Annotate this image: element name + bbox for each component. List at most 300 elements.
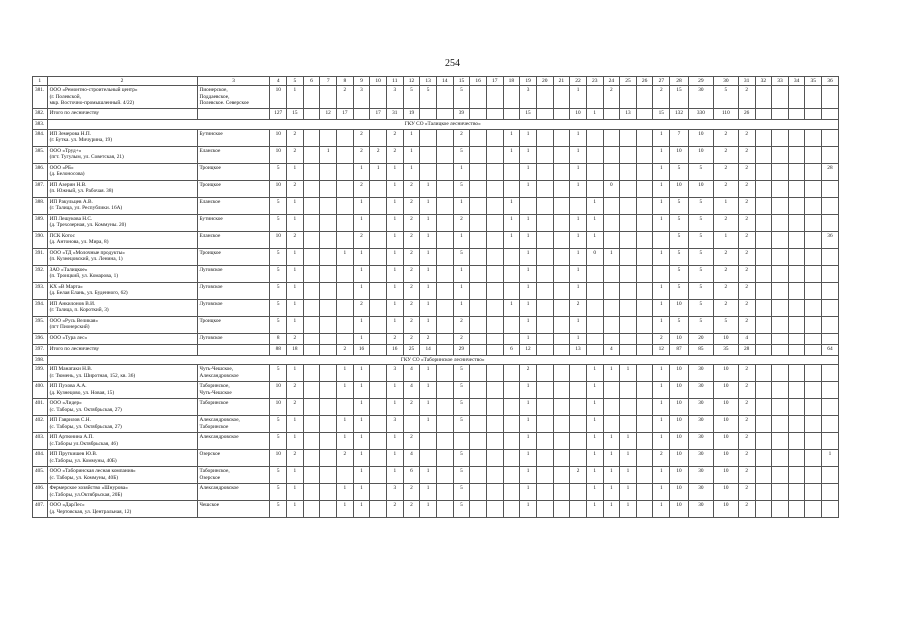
value-cell [553, 231, 570, 248]
value-cell: 5 [453, 501, 470, 518]
value-cell: 1 [603, 248, 620, 265]
name-line: ООО «ДарЛес» [49, 502, 85, 509]
row-number: 384. [33, 129, 48, 146]
value-cell [486, 365, 503, 382]
name-line: ИП Пруткишев Ю.В. [49, 451, 98, 458]
value-cell [603, 197, 620, 214]
value-cell [570, 365, 587, 382]
section-title: ГКУ СО «Таборинское лесничество» [47, 355, 838, 364]
row-number: 385. [33, 146, 48, 163]
header-cell: 16 [470, 77, 487, 86]
value-cell [772, 129, 789, 146]
name-line: ООО «ТД «Молочные продукты» [49, 249, 125, 256]
value-cell [755, 501, 772, 518]
name-line: ИП Лешукова Н.С. [49, 215, 93, 222]
value-cell [772, 333, 789, 344]
value-cell [772, 265, 789, 282]
value-cell [788, 333, 805, 344]
value-cell [805, 399, 822, 416]
header-cell: 20 [536, 77, 553, 86]
value-cell: 2 [386, 129, 403, 146]
value-cell [470, 299, 487, 316]
value-cell [822, 109, 839, 120]
value-cell [320, 299, 337, 316]
value-cell [470, 265, 487, 282]
value-cell: 1 [287, 467, 304, 484]
value-cell [636, 231, 653, 248]
value-cell: 2 [353, 129, 370, 146]
value-cell [337, 214, 354, 231]
table-row [33, 399, 839, 416]
value-cell [755, 416, 772, 433]
value-cell: 1 [420, 214, 437, 231]
value-cell [536, 484, 553, 501]
value-cell: 2 [353, 146, 370, 163]
district-line: Бутинское [199, 215, 223, 222]
value-cell: 2 [403, 433, 420, 450]
header-cell: 33 [772, 77, 789, 86]
value-cell: 10 [713, 450, 738, 467]
value-cell [370, 180, 387, 197]
value-cell [536, 316, 553, 333]
header-cell: 10 [370, 77, 387, 86]
value-cell: 1 [337, 416, 354, 433]
organization-name [47, 248, 197, 265]
name-line: (с. Таборы, ул. Октябрьская, 27) [49, 423, 122, 430]
value-cell: 1 [603, 484, 620, 501]
value-cell: 30 [688, 399, 713, 416]
value-cell [586, 129, 603, 146]
value-cell: 5 [420, 86, 437, 109]
value-cell [788, 146, 805, 163]
value-cell [755, 248, 772, 265]
value-cell [303, 146, 320, 163]
table-row [33, 333, 839, 344]
header-cell: 28 [670, 77, 689, 86]
value-cell: 5 [270, 265, 287, 282]
value-cell [636, 484, 653, 501]
value-cell [370, 416, 387, 433]
value-cell: 5 [453, 146, 470, 163]
value-cell [603, 265, 620, 282]
value-cell [755, 484, 772, 501]
value-cell: 1 [420, 382, 437, 399]
value-cell [772, 299, 789, 316]
value-cell [822, 433, 839, 450]
value-cell [420, 129, 437, 146]
table-row [33, 214, 839, 231]
name-line: (п. Южный, ул. Рабочая. 38) [49, 188, 114, 195]
value-cell [755, 86, 772, 109]
value-cell [822, 299, 839, 316]
value-cell [503, 109, 520, 120]
value-cell [486, 109, 503, 120]
value-cell: 1 [520, 450, 537, 467]
value-cell: 1 [570, 282, 587, 299]
value-cell [586, 316, 603, 333]
value-cell: 10 [688, 180, 713, 197]
value-cell: 2 [738, 316, 755, 333]
value-cell: 10 [670, 450, 689, 467]
value-cell [772, 382, 789, 399]
value-cell: 1 [503, 146, 520, 163]
value-cell: 2 [738, 399, 755, 416]
value-cell [805, 265, 822, 282]
name-line: (г. Талица, п. Короткий, 3) [49, 307, 109, 314]
value-cell: 2 [287, 180, 304, 197]
value-cell [503, 416, 520, 433]
value-cell [603, 382, 620, 399]
value-cell: 1 [503, 214, 520, 231]
name-line: ООО «Таборинская лесная компания» [49, 468, 136, 475]
value-cell: 5 [688, 265, 713, 282]
value-cell [586, 344, 603, 355]
forest-district [197, 231, 270, 248]
district-line: Озерское [199, 451, 221, 458]
section-row [33, 120, 839, 129]
value-cell [755, 163, 772, 180]
value-cell: 1 [620, 501, 637, 518]
value-cell [436, 501, 453, 518]
value-cell [470, 109, 487, 120]
value-cell [520, 197, 537, 214]
value-cell [370, 197, 387, 214]
value-cell: 1 [337, 501, 354, 518]
value-cell [536, 467, 553, 484]
value-cell [303, 382, 320, 399]
value-cell [755, 467, 772, 484]
value-cell [620, 265, 637, 282]
value-cell: 1 [420, 416, 437, 433]
value-cell: 1 [653, 467, 670, 484]
value-cell [370, 248, 387, 265]
value-cell: 1 [353, 265, 370, 282]
value-cell: 2 [738, 129, 755, 146]
value-cell [805, 450, 822, 467]
value-cell [436, 265, 453, 282]
value-cell [772, 248, 789, 265]
value-cell: 3 [386, 86, 403, 109]
name-line: (с.Таборы ул.Октябрьская, 46) [49, 440, 118, 447]
value-cell: 10 [670, 299, 689, 316]
value-cell: 5 [688, 214, 713, 231]
value-cell [320, 501, 337, 518]
value-cell: 1 [386, 163, 403, 180]
row-number: 399. [33, 365, 48, 382]
value-cell [436, 382, 453, 399]
value-cell [603, 129, 620, 146]
forest-district [197, 214, 270, 231]
value-cell [553, 416, 570, 433]
table-row [33, 433, 839, 450]
value-cell: 7 [670, 129, 689, 146]
value-cell: 2 [713, 146, 738, 163]
row-number: 404. [33, 450, 48, 467]
value-cell: 1 [453, 299, 470, 316]
value-cell: 1 [620, 450, 637, 467]
organization-name [47, 316, 197, 333]
value-cell: 10 [670, 416, 689, 433]
value-cell [805, 382, 822, 399]
value-cell [420, 146, 437, 163]
value-cell [620, 282, 637, 299]
value-cell [805, 365, 822, 382]
value-cell: 1 [320, 146, 337, 163]
value-cell [337, 265, 354, 282]
value-cell [620, 333, 637, 344]
value-cell [303, 231, 320, 248]
forest-district [197, 129, 270, 146]
value-cell [503, 180, 520, 197]
value-cell: 2 [738, 248, 755, 265]
value-cell: 1 [287, 197, 304, 214]
name-line: ООО «Русь Великая» [49, 317, 99, 324]
organization-name [47, 129, 197, 146]
value-cell: 1 [420, 399, 437, 416]
table-row [33, 450, 839, 467]
value-cell: 2 [337, 344, 354, 355]
value-cell: 30 [688, 382, 713, 399]
value-cell: 1 [520, 146, 537, 163]
value-cell [403, 416, 420, 433]
value-cell: 1 [287, 248, 304, 265]
value-cell [553, 129, 570, 146]
value-cell [470, 501, 487, 518]
value-cell [553, 265, 570, 282]
value-cell [788, 467, 805, 484]
organization-name [47, 501, 197, 518]
value-cell: 6 [403, 467, 420, 484]
row-number: 400. [33, 382, 48, 399]
value-cell: 8 [270, 333, 287, 344]
value-cell [370, 333, 387, 344]
value-cell: 1 [386, 248, 403, 265]
value-cell [586, 163, 603, 180]
value-cell: 2 [287, 450, 304, 467]
value-cell: 1 [337, 433, 354, 450]
value-cell: 1 [713, 197, 738, 214]
header-cell: 36 [822, 77, 839, 86]
value-cell [553, 86, 570, 109]
value-cell: 4 [403, 450, 420, 467]
value-cell [320, 450, 337, 467]
organization-name [47, 163, 197, 180]
value-cell: 1 [570, 248, 587, 265]
value-cell: 15 [520, 109, 537, 120]
value-cell: 5 [270, 316, 287, 333]
value-cell: 1 [620, 365, 637, 382]
value-cell [303, 484, 320, 501]
table-row [33, 467, 839, 484]
value-cell [303, 109, 320, 120]
value-cell [420, 109, 437, 120]
organization-name [47, 382, 197, 399]
header-cell: 32 [755, 77, 772, 86]
value-cell: 5 [688, 248, 713, 265]
value-cell: 5 [670, 197, 689, 214]
value-cell [620, 399, 637, 416]
value-cell [822, 316, 839, 333]
value-cell: 1 [287, 501, 304, 518]
value-cell [486, 265, 503, 282]
value-cell: 1 [520, 501, 537, 518]
value-cell: 10 [670, 180, 689, 197]
value-cell: 1 [386, 180, 403, 197]
value-cell: 5 [453, 365, 470, 382]
forest-district [197, 365, 270, 382]
value-cell [586, 265, 603, 282]
value-cell: 2 [453, 316, 470, 333]
name-line: ИП Земерова Н.П. [49, 130, 91, 137]
value-cell: 5 [670, 214, 689, 231]
value-cell: 1 [520, 382, 537, 399]
header-row [33, 77, 839, 86]
table-row [33, 163, 839, 180]
value-cell [486, 282, 503, 299]
value-cell: 4 [738, 333, 755, 344]
value-cell [636, 109, 653, 120]
value-cell: 2 [738, 146, 755, 163]
value-cell [536, 282, 553, 299]
value-cell [636, 282, 653, 299]
name-line: КХ «В Марта» [49, 283, 83, 290]
value-cell [636, 467, 653, 484]
value-cell [586, 180, 603, 197]
value-cell [303, 248, 320, 265]
value-cell: 2 [603, 86, 620, 109]
value-cell: 1 [386, 299, 403, 316]
row-number: 394. [33, 299, 48, 316]
value-cell: 10 [270, 231, 287, 248]
value-cell [620, 382, 637, 399]
value-cell: 1 [287, 86, 304, 109]
value-cell: 2 [403, 248, 420, 265]
value-cell: 16 [386, 344, 403, 355]
value-cell: 1 [353, 316, 370, 333]
value-cell: 1 [520, 265, 537, 282]
value-cell [553, 180, 570, 197]
value-cell [653, 265, 670, 282]
value-cell [772, 163, 789, 180]
value-cell: 1 [503, 129, 520, 146]
value-cell: 1 [337, 365, 354, 382]
value-cell: 1 [287, 265, 304, 282]
value-cell: 2 [738, 433, 755, 450]
value-cell: 5 [453, 399, 470, 416]
value-cell: 1 [653, 416, 670, 433]
header-cell: 18 [503, 77, 520, 86]
page-number: 254 [445, 58, 460, 69]
value-cell: 19 [403, 109, 420, 120]
value-cell [337, 316, 354, 333]
value-cell [805, 416, 822, 433]
value-cell [320, 282, 337, 299]
value-cell [470, 146, 487, 163]
value-cell: 1 [570, 265, 587, 282]
value-cell [822, 214, 839, 231]
value-cell [553, 282, 570, 299]
value-cell: 2 [738, 163, 755, 180]
value-cell: 10 [270, 129, 287, 146]
value-cell [805, 316, 822, 333]
forest-district [197, 501, 270, 518]
value-cell: 1 [386, 467, 403, 484]
value-cell: 1 [420, 180, 437, 197]
value-cell: 3 [386, 365, 403, 382]
value-cell [337, 467, 354, 484]
value-cell: 1 [287, 214, 304, 231]
header-cell: 13 [420, 77, 437, 86]
value-cell [636, 163, 653, 180]
value-cell [470, 382, 487, 399]
value-cell: 1 [287, 282, 304, 299]
value-cell: 12 [520, 344, 537, 355]
value-cell: 2 [287, 333, 304, 344]
forest-district [197, 180, 270, 197]
table-row [33, 248, 839, 265]
value-cell [822, 365, 839, 382]
value-cell: 10 [713, 433, 738, 450]
header-cell: 21 [553, 77, 570, 86]
value-cell: 5 [270, 433, 287, 450]
value-cell [586, 282, 603, 299]
name-line: (с. Таборы, ул. Коммуны, 40Б) [49, 474, 119, 481]
value-cell [470, 86, 487, 109]
forest-district [197, 163, 270, 180]
value-cell [503, 501, 520, 518]
value-cell: 28 [738, 344, 755, 355]
value-cell [805, 333, 822, 344]
value-cell [503, 163, 520, 180]
value-cell [636, 382, 653, 399]
value-cell: 1 [586, 433, 603, 450]
district-line: Таборинское, [199, 468, 230, 475]
value-cell [486, 231, 503, 248]
value-cell: 1 [420, 365, 437, 382]
organization-name [47, 433, 197, 450]
table-row [33, 146, 839, 163]
name-line: Фермерское хозяйство «Шнурова» [49, 485, 128, 492]
name-line: ИП Манатаки Н.В. [49, 366, 93, 373]
row-number: 393. [33, 282, 48, 299]
value-cell: 2 [738, 484, 755, 501]
value-cell [805, 129, 822, 146]
value-cell [486, 163, 503, 180]
value-cell [553, 163, 570, 180]
value-cell: 1 [386, 282, 403, 299]
value-cell [303, 399, 320, 416]
value-cell [636, 180, 653, 197]
value-cell: 5 [453, 382, 470, 399]
value-cell: 17 [337, 109, 354, 120]
value-cell [320, 86, 337, 109]
value-cell: 5 [270, 163, 287, 180]
value-cell [470, 180, 487, 197]
value-cell: 2 [403, 214, 420, 231]
value-cell: 2 [738, 299, 755, 316]
value-cell: 1 [586, 214, 603, 231]
value-cell [436, 333, 453, 344]
value-cell [536, 299, 553, 316]
value-cell: 1 [653, 316, 670, 333]
value-cell: 1 [520, 484, 537, 501]
district-line: Александровское [199, 372, 239, 379]
value-cell [320, 316, 337, 333]
value-cell [436, 282, 453, 299]
value-cell [653, 231, 670, 248]
value-cell: 1 [420, 265, 437, 282]
value-cell: 1 [353, 484, 370, 501]
